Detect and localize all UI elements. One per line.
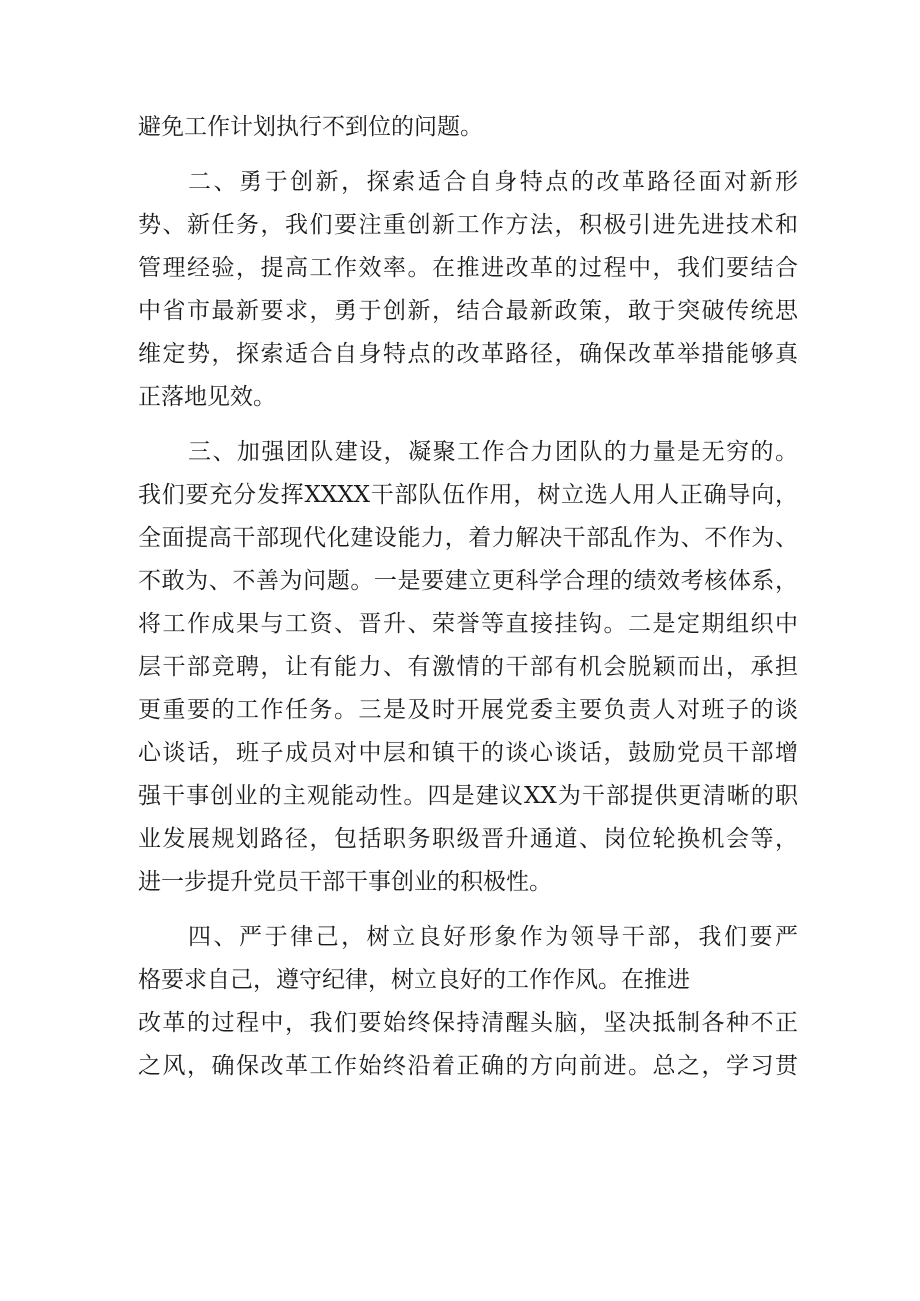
text-line: 二、勇于创新，探索适合自身特点的改革路径面对新形: [188, 169, 798, 195]
text-line: 中省市最新要求，勇于创新，结合最新政策，敢于突破传统思: [138, 298, 798, 324]
text-line: 维定势，探索适合自身特点的改革路径，确保改革举措能够真: [138, 341, 798, 367]
text-line: 避免工作计划执行不到位的问题。: [138, 114, 483, 140]
text-line: 业发展规划路径，包括职务职级晋升通道、岗位轮换机会等，: [138, 826, 798, 852]
text-line: 层干部竞聘，让有能力、有激情的干部有机会脱颖而出，承担: [138, 654, 798, 680]
text-line: 势、新任务，我们要注重创新工作方法，积极引进先进技术和: [138, 212, 798, 238]
text-line: 更重要的工作任务。三是及时开展党委主要负责人对班子的谈: [138, 697, 798, 723]
text-line: 全面提高干部现代化建设能力，着力解决干部乱作为、不作为、: [138, 525, 798, 551]
text-line: 管理经验，提高工作效率。在推进改革的过程中，我们要结合: [138, 255, 798, 281]
text-line: 强干事创业的主观能动性。四是建议XX为干部提供更清晰的职: [138, 783, 798, 809]
text-line: 不敢为、不善为问题。一是要建立更科学合理的绩效考核体系，: [138, 568, 798, 594]
text-line: 进一步提升党员干部干事创业的积极性。: [138, 869, 552, 895]
text-line: 四、严于律己，树立良好形象作为领导干部，我们要严: [188, 924, 798, 950]
text-line: 心谈话，班子成员对中层和镇干的谈心谈话，鼓励党员干部增: [138, 740, 798, 766]
document-body: [138, 106, 798, 1088]
text-line: 正落地见效。: [138, 384, 276, 410]
text-line: 改革的过程中，我们要始终保持清醒头脑，坚决抵制各种不正: [138, 1010, 798, 1036]
text-line: 格要求自己，遵守纪律，树立良好的工作作风。在推进: [138, 967, 690, 993]
text-line: 将工作成果与工资、晋升、荣誉等直接挂钩。二是定期组织中: [138, 611, 798, 637]
text-line: 之风，确保改革工作始终沿着正确的方向前进。总之，学习贯: [138, 1053, 798, 1079]
text-line: 三、加强团队建设，凝聚工作合力团队的力量是无穷的。: [188, 439, 798, 465]
text-line: 我们要充分发挥XXXX干部队伍作用，树立选人用人正确导向，: [138, 482, 798, 508]
